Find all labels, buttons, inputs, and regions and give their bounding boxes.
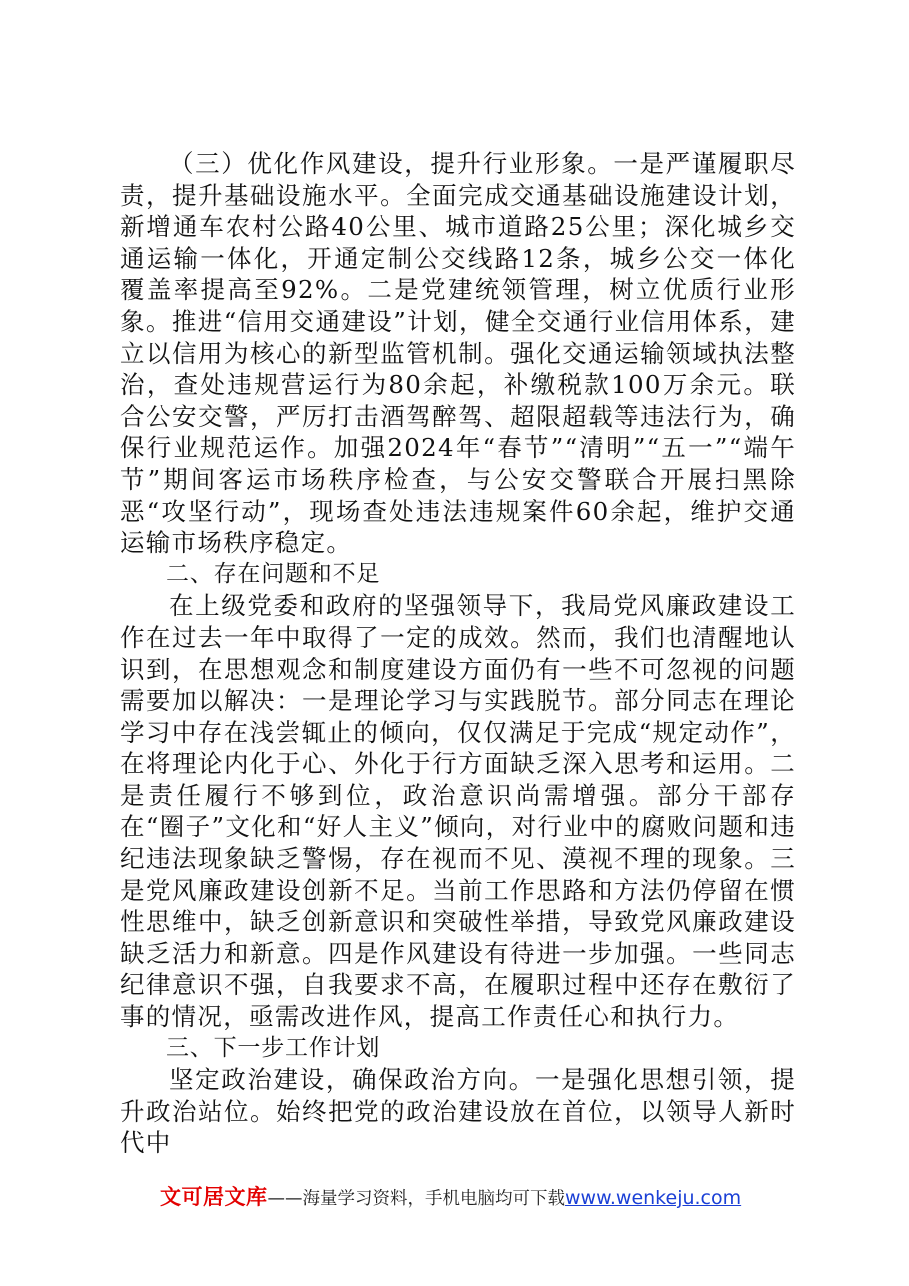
paragraph-problems: 在上级党委和政府的坚强领导下，我局党风廉政建设工作在过去一年中取得了一定的成效。然而，我们也清醒地认识到，在思想观念和制度建设方面仍有一些不可忽视的问题需要加以解决：一是理论学习与实践脱节。部分同志在理论学习中存在浅尝辄止的倾向，仅仅满足于完成“规定动作”，在将理论内化于心、外化于行方面缺乏深入思考和运用。二是责任履行不够到位，政治意识尚需增强。部分干部存在“圈子”文化和“好人主义”倾向，对行业中的腐败问题和违纪违法现象缺乏警惕，存在视而不见、漠视不理的现象。三是党风廉政建设创新不足。当前工作思路和方法仍停留在惯性思维中，缺乏创新意识和突破性举措，导致党风廉政建设缺乏活力和新意。四是作风建设有待进一步加强。一些同志纪律意识不强，自我要求不高，在履职过程中还存在敷衍了事的情况，亟需改进作风，提高工作责任心和执行力。 bbox=[120, 591, 796, 1032]
footer-site-link[interactable]: www.wenkeju.com bbox=[565, 1187, 742, 1209]
document-body bbox=[120, 148, 796, 1159]
watermark-footer bbox=[160, 1182, 800, 1212]
footer-slogan: ——海量学习资料，手机电脑均可下载 bbox=[267, 1189, 565, 1209]
footer-brand: 文可居文库 bbox=[160, 1185, 268, 1209]
paragraph-optimize-work-style: （三）优化作风建设，提升行业形象。一是严谨履职尽责，提升基础设施水平。全面完成交通基础设施建设计划，新增通车农村公路40公里、城市道路25公里；深化城乡交通运输一体化，开通定制公交线路12条，城乡公交一体化覆盖率提高至92%。二是党建统领管理，树立优质行业形象。推进“信用交通建设”计划，健全交通行业信用体系，建立以信用为核心的新型监管机制。强化交通运输领域执法整治，查处违规营运行为80余起，补缴税款100万余元。联合公安交警，严厉打击酒驾醉驾、超限超载等违法行为，确保行业规范运作。加强2024年“春节”“清明”“五一”“端午节”期间客运市场秩序检查，与公安交警联合开展扫黑除恶“攻坚行动”，现场查处违法违规案件60余起，维护交通运输市场秩序稳定。 bbox=[120, 149, 796, 558]
section-heading-problems: 二、存在问题和不足 bbox=[166, 560, 381, 587]
paragraph-next-steps: 坚定政治建设，确保政治方向。一是强化思想引领，提升政治站位。始终把党的政治建设放在首位，以领导人新时代中 bbox=[120, 1065, 796, 1158]
section-heading-next-steps: 三、下一步工作计划 bbox=[166, 1034, 381, 1061]
